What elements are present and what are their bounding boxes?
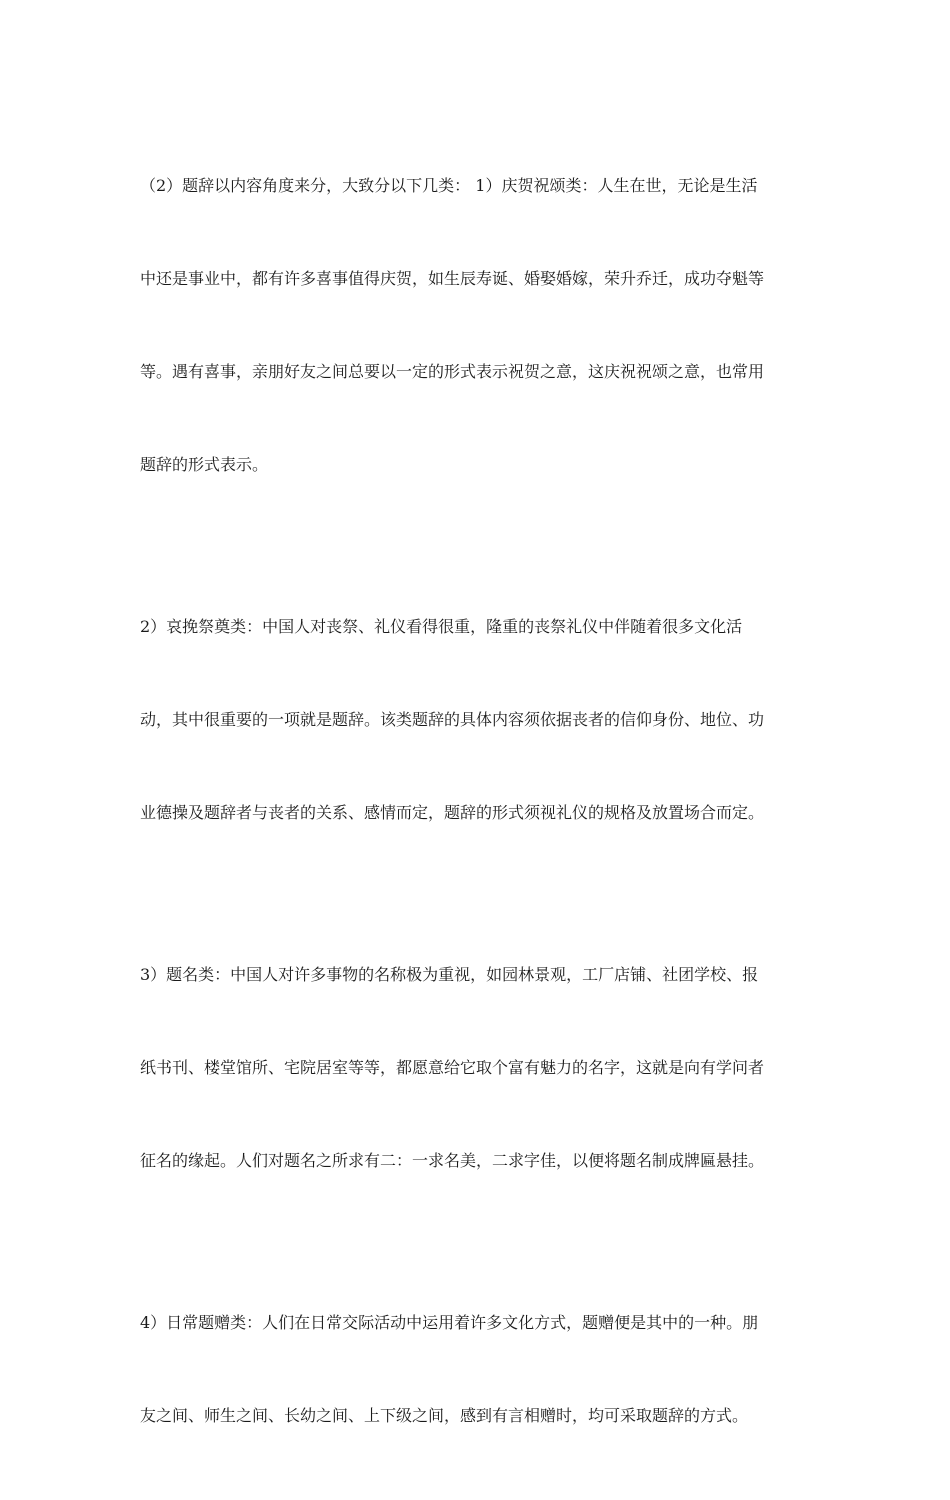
paragraph-daily-gift <box>140 1245 810 1493</box>
text-line: 2）哀挽祭奠类：中国人对丧祭、礼仪看得很重，隆重的丧祭礼仪中伴随着很多文化活 <box>140 617 743 636</box>
text-line: 题辞的形式表示。 <box>140 455 269 474</box>
text-line: 业德操及题辞者与丧者的关系、感情而定，题辞的形式须视礼仪的规格及放置场合而定。 <box>140 803 765 822</box>
text-line: 友之间、师生之间、长幼之间、上下级之间，感到有言相赠时，均可采取题辞的方式。 <box>140 1406 749 1425</box>
text-line: 3）题名类：中国人对许多事物的名称极为重视，如园林景观，工厂店铺、社团学校、报 <box>140 965 759 984</box>
text-line: 4）日常题赠类：人们在日常交际活动中运用着许多文化方式，题赠便是其中的一种。朋 <box>140 1313 759 1332</box>
text-line: 中还是事业中，都有许多喜事值得庆贺，如生辰寿诞、婚娶婚嫁，荣升乔迁，成功夺魁等 <box>140 269 765 288</box>
paragraph-naming <box>140 897 810 1238</box>
text-line: 征名的缘起。人们对题名之所求有二：一求名美，二求字佳，以便将题名制成牌匾悬挂。 <box>140 1151 765 1170</box>
text-line: 等。遇有喜事，亲朋好友之间总要以一定的形式表示祝贺之意，这庆祝祝颂之意，也常用 <box>140 362 765 381</box>
paragraph-intro-congratulation <box>140 108 810 542</box>
document-body <box>140 108 810 1500</box>
text-line: 动，其中很重要的一项就是题辞。该类题辞的具体内容须依据丧者的信仰身份、地位、功 <box>140 710 765 729</box>
text-line: （2）题辞以内容角度来分，大致分以下几类： 1）庆贺祝颂类：人生在世，无论是生活 <box>140 176 758 195</box>
paragraph-mourning <box>140 549 810 890</box>
text-line: 纸书刊、楼堂馆所、宅院居室等等，都愿意给它取个富有魅力的名字，这就是向有学问者 <box>140 1058 765 1077</box>
